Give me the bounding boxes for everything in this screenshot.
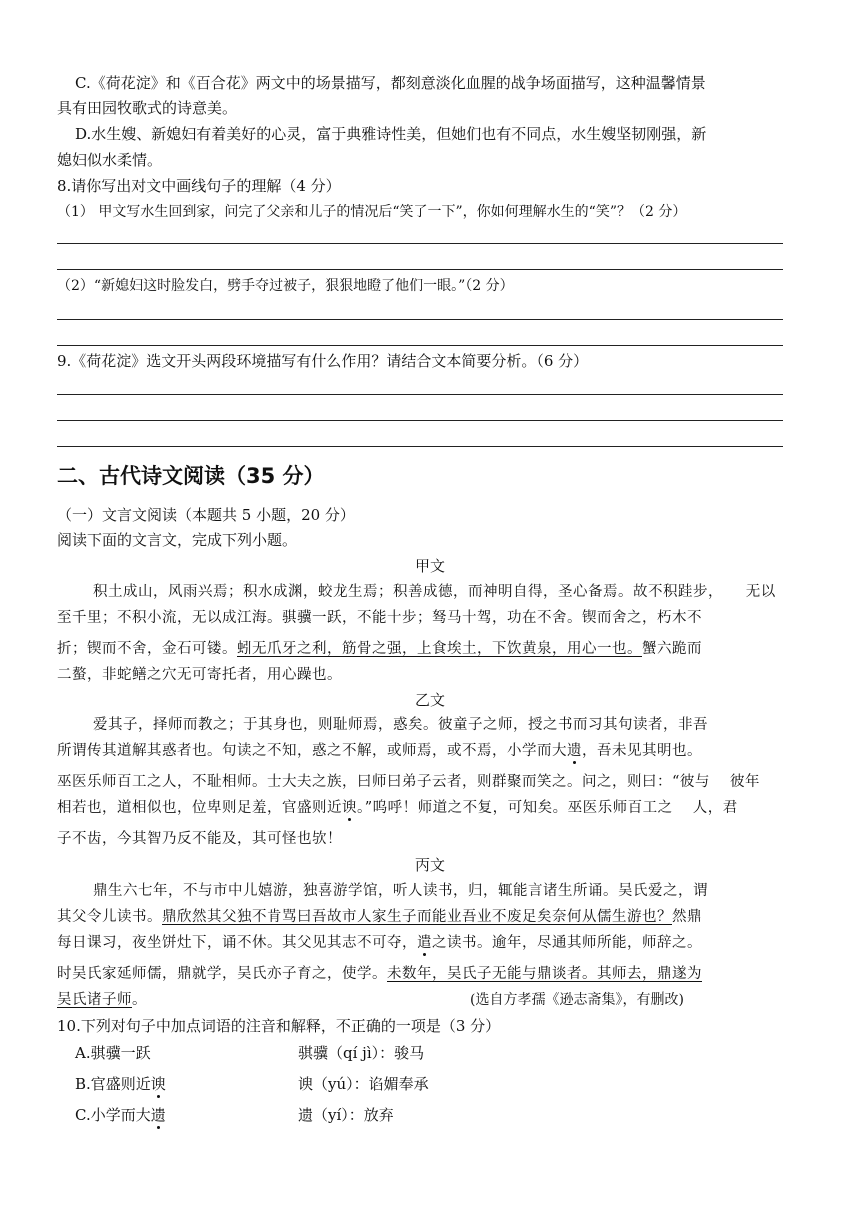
text-span: 之读书。逾年，尽通其师所能，师辞之。 — [432, 935, 702, 951]
passage-yi-line: 巫医乐师百工之人，不耻相师。士大夫之族，曰师曰弟子云者，则群聚而笑之。问之，则曰：“彼与 彼年 — [57, 774, 761, 790]
text-span: 然鼎 — [672, 909, 702, 925]
passage-yi-line — [57, 798, 738, 818]
option-b-label[interactable] — [75, 1074, 166, 1094]
text-span: 所谓传其道解其惑者也。句读之不知，惑之不解，或师焉，或不焉，小学而大 — [57, 743, 567, 759]
question-8: 8.请你写出对文中画线句子的理解（4 分） — [57, 177, 341, 195]
option-c-line1: C.《荷花淀》和《百合花》两文中的场景描写，都刻意淡化血腥的战争场面描写，这种温馨情景 — [75, 74, 706, 92]
answer-line[interactable] — [57, 446, 783, 447]
answer-line[interactable] — [57, 319, 783, 320]
underlined-sentence: 蚓无爪牙之利，筋骨之强，上食埃土，下饮黄泉，用心一也。 — [237, 641, 642, 657]
dotted-word: 谀 — [342, 800, 357, 816]
answer-line[interactable] — [57, 345, 783, 346]
dotted-word: 遗 — [150, 1106, 166, 1124]
passage-source: (选自方孝孺《逊志斋集》，有删改) — [470, 992, 684, 1008]
answer-line[interactable] — [57, 394, 783, 395]
text-span: 折；锲而不舍，金石可镂。 — [57, 641, 237, 657]
question-10: 10.下列对句子中加点词语的注音和解释，不正确的一项是（3 分） — [57, 1017, 501, 1035]
passage-yi-heading: 乙文 — [414, 691, 445, 709]
text-span: 蟹六跪而 — [642, 641, 702, 657]
answer-line[interactable] — [57, 420, 783, 421]
question-9: 9.《荷花淀》选文开头两段环境描写有什么作用？请结合文本简要分析。（6 分） — [57, 352, 589, 370]
section-title: 二、古代诗文阅读（35 分） — [57, 464, 325, 488]
text-span: 每日课习，夜坐饼灶下，诵不休。其父见其志不可夺， — [57, 935, 417, 951]
dotted-word: 谀 — [150, 1075, 166, 1093]
text-span: 其父令儿读书。 — [57, 909, 162, 925]
text-span: 时吴氏家延师儒，鼎就学，吴氏亦子育之，使学。 — [57, 966, 387, 982]
answer-line[interactable] — [57, 243, 783, 244]
text-span: 相若也，道相似也，位卑则足羞，官盛则近 — [57, 800, 342, 816]
passage-bing-line: 鼎生六七年，不与市中儿嬉游，独喜游学馆，听人读书，归，辄能言诸生所诵。吴氏爱之，谓 — [93, 883, 708, 899]
question-8-1: （1） 甲文写水生回到家，问完了父亲和儿子的情况后“笑了一下”，你如何理解水生的“笑”？（2 分） — [57, 204, 687, 220]
passage-yi-line: 爱其子，择师而教之；于其身也，则耻师焉，惑矣。彼童子之师，授之书而习其句读者，非吾 — [93, 717, 708, 733]
passage-jia-line: 积土成山，风雨兴焉；积水成渊，蛟龙生焉；积善成德，而神明自得，圣心备焉。故不积跬步， 无以 — [93, 584, 776, 600]
option-d-line2: 媳妇似水柔情。 — [57, 151, 163, 169]
text-span: 。 — [132, 992, 147, 1008]
question-8-2: （2）“新媳妇这时脸发白，劈手夺过被子，狠狠地瞪了他们一眼。”（2 分） — [57, 278, 514, 294]
passage-jia-line — [57, 639, 702, 659]
answer-line[interactable] — [57, 269, 783, 270]
text-span: B.官盛则近 — [75, 1075, 151, 1093]
option-c-line2: 具有田园牧歌式的诗意美。 — [57, 99, 238, 117]
option-c-explanation: 遗（yí）：放弃 — [298, 1106, 394, 1124]
passage-bing-line — [57, 907, 702, 927]
passage-jia-heading: 甲文 — [414, 557, 445, 575]
passage-bing-line — [57, 933, 702, 953]
underlined-sentence: 鼎欣然其父独不肯骂曰吾故市人家生子而能业吾业不废足矣奈何从儒生游也？ — [162, 909, 672, 925]
section-subtitle: （一）文言文阅读（本题共 5 小题，20 分） — [57, 506, 355, 524]
option-b-explanation: 谀（yú）：谄媚奉承 — [298, 1075, 429, 1093]
dotted-word: 遗 — [567, 743, 582, 759]
dotted-word: 遣 — [417, 935, 432, 951]
passage-yi-line — [57, 741, 702, 761]
underlined-sentence: 未数年，吴氏子无能与鼎谈者。其师去，鼎遂为 — [387, 966, 702, 982]
passage-jia-line: 至千里；不积小流，无以成江海。骐骥一跃，不能十步；驽马十驾，功在不舍。锲而舍之，朽木不 — [57, 610, 702, 626]
option-a-explanation: 骐骥（qí jì）：骏马 — [298, 1044, 425, 1062]
text-span: ，吾未见其明也。 — [582, 743, 702, 759]
passage-yi-line: 子不齿，今其智乃反不能及，其可怪也欤！ — [57, 831, 342, 847]
underlined-sentence: 吴氏诸子师 — [57, 992, 132, 1008]
passage-bing-line — [57, 964, 702, 984]
passage-bing-heading: 丙文 — [414, 856, 445, 874]
section-instruction: 阅读下面的文言文，完成下列小题。 — [57, 531, 298, 549]
text-span: 。”呜呼！师道之不复，可知矣。巫医乐师百工之 人，君 — [357, 800, 738, 816]
option-c-label[interactable] — [75, 1105, 166, 1125]
text-span: C.小学而大 — [75, 1106, 151, 1124]
option-d-line1: D.水生嫂、新媳妇有着美好的心灵，富于典雅诗性美，但她们也有不同点，水生嫂坚韧刚强，新 — [75, 125, 707, 143]
option-a-label[interactable]: A.骐骥一跃 — [75, 1044, 151, 1062]
passage-jia-line: 二螯，非蛇鳝之穴无可寄托者，用心躁也。 — [57, 667, 342, 683]
passage-bing-line — [57, 990, 147, 1010]
